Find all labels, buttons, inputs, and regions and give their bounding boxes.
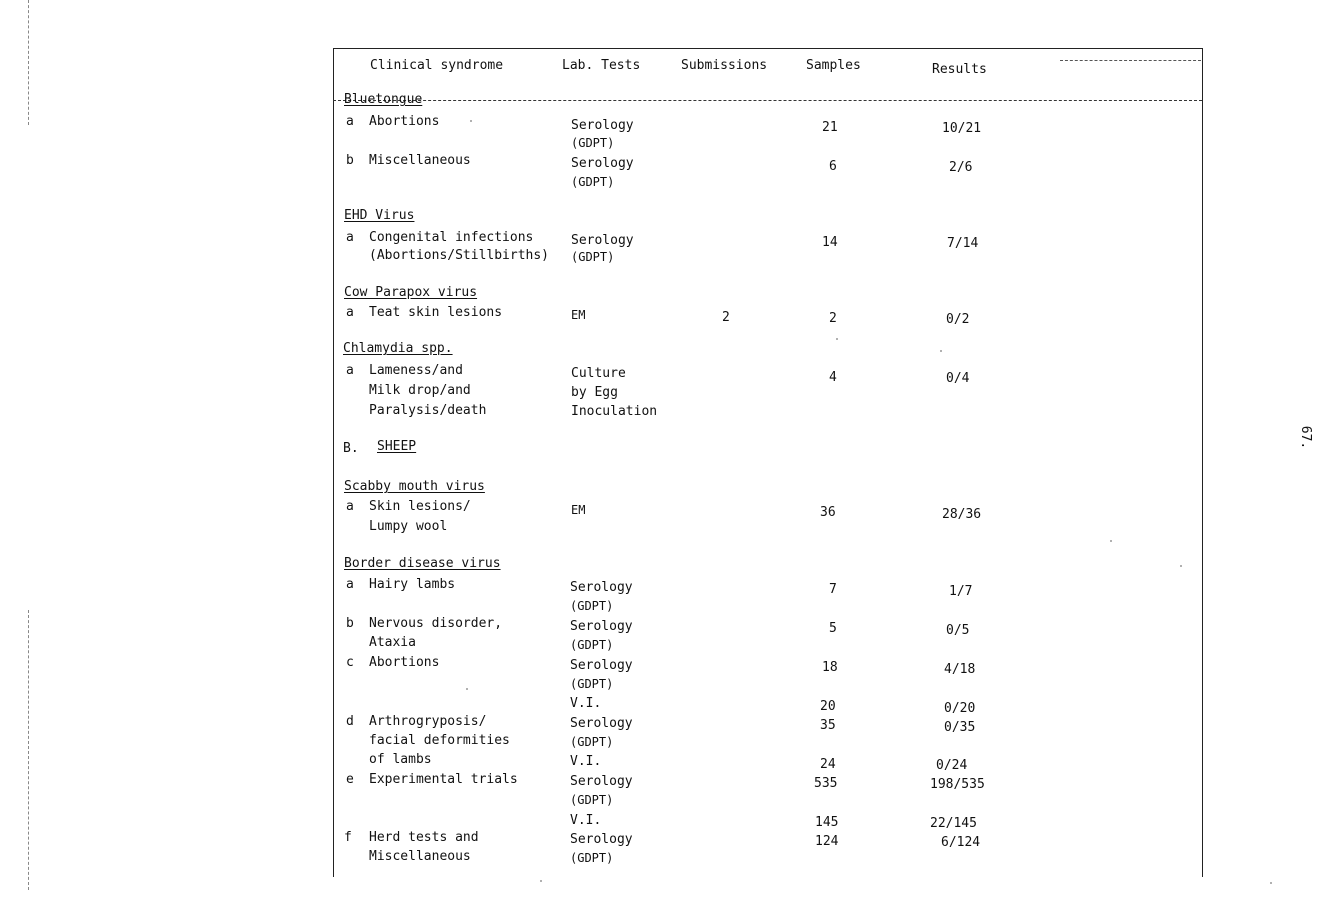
results-cell: 198/535 (930, 777, 985, 792)
lab-test-cell: (GDPT) (571, 250, 615, 264)
section-ehd-virus: EHD Virus (344, 208, 415, 223)
row-letter: a (346, 305, 354, 320)
samples-cell: 35 (820, 718, 836, 733)
row-letter: a (346, 363, 354, 378)
row-letter: b (346, 616, 354, 631)
samples-cell: 24 (820, 757, 836, 772)
row-letter: a (346, 499, 354, 514)
syndrome-cell: Hairy lambs (369, 577, 456, 592)
col-header-results: Results (932, 62, 987, 77)
col-header-clinical-syndrome: Clinical syndrome (370, 58, 504, 73)
syndrome-cell: (Abortions/Stillbirths) (369, 248, 550, 263)
lab-test-cell: (GDPT) (570, 735, 614, 749)
syndrome-cell: facial deformities (369, 733, 510, 748)
syndrome-cell: Lameness/and (369, 363, 463, 378)
syndrome-cell: Ataxia (369, 635, 416, 650)
lab-test-cell: (GDPT) (571, 175, 615, 189)
samples-cell: 36 (820, 505, 836, 520)
scan-speck (1110, 540, 1112, 542)
results-cell: 0/24 (936, 758, 968, 773)
lab-test-cell: Serology (570, 774, 633, 789)
results-cell: 22/145 (930, 816, 977, 831)
col-header-submissions: Submissions (681, 58, 768, 73)
lab-test-cell: (GDPT) (570, 599, 614, 613)
section-chlamydia (343, 341, 453, 356)
lab-test-cell: Inoculation (571, 404, 658, 419)
scan-speck (940, 350, 942, 352)
scan-speck (1270, 882, 1272, 884)
lab-test-cell: Serology (570, 716, 633, 731)
results-cell: 6/124 (941, 835, 981, 850)
samples-cell: 7 (829, 582, 837, 597)
submissions-cell: 2 (722, 310, 730, 325)
row-letter: e (346, 772, 354, 787)
syndrome-cell: Abortions (369, 114, 440, 129)
syndrome-cell: Paralysis/death (369, 403, 487, 418)
lab-test-cell: (GDPT) (570, 793, 614, 807)
scan-speck (540, 880, 542, 882)
lab-test-cell: by Egg (571, 385, 618, 400)
samples-cell: 20 (820, 699, 836, 714)
results-cell: 4/18 (944, 662, 976, 677)
margin-line (28, 0, 29, 125)
syndrome-cell: Nervous disorder, (369, 616, 503, 631)
results-cell: 0/5 (946, 623, 970, 638)
lab-test-cell: (GDPT) (570, 638, 614, 652)
col-header-lab-tests: Lab. Tests (562, 58, 641, 73)
section-bluetongue: Bluetongue (344, 92, 423, 107)
row-letter: a (346, 577, 354, 592)
samples-cell: 2 (829, 311, 837, 326)
samples-cell: 6 (829, 159, 837, 174)
syndrome-cell: Abortions (369, 655, 440, 670)
results-cell: 1/7 (949, 584, 973, 599)
lab-test-cell: Serology (571, 118, 634, 133)
syndrome-cell: Miscellaneous (369, 153, 471, 168)
syndrome-cell: Experimental trials (369, 772, 518, 787)
samples-cell: 18 (822, 660, 838, 675)
samples-cell: 535 (814, 776, 838, 791)
row-letter: d (346, 714, 354, 729)
lab-test-cell: Serology (570, 832, 633, 847)
lab-test-cell: V.I. (570, 813, 602, 828)
results-cell: 0/2 (946, 312, 970, 327)
results-cell: 0/20 (944, 701, 976, 716)
lab-test-cell: Serology (570, 580, 633, 595)
section-border-disease-virus: Border disease virus (344, 556, 501, 571)
row-letter: c (346, 655, 354, 670)
scan-speck (470, 120, 472, 122)
samples-cell: 4 (829, 370, 837, 385)
samples-cell: 5 (829, 621, 837, 636)
lab-test-cell: (GDPT) (570, 851, 614, 865)
lab-test-cell: Serology (570, 619, 633, 634)
row-letter: a (346, 114, 354, 129)
section-sheep: SHEEP (377, 439, 417, 454)
results-cell: 7/14 (947, 236, 979, 251)
row-letter: b (346, 153, 354, 168)
row-letter: f (344, 830, 352, 845)
header-rule (333, 100, 1202, 101)
syndrome-cell: Lumpy wool (369, 519, 448, 534)
results-cell: 10/21 (942, 121, 982, 136)
table-frame (333, 48, 1203, 877)
lab-test-cell: Serology (571, 156, 634, 171)
lab-test-cell: EM (571, 308, 586, 322)
scan-speck (466, 688, 468, 690)
lab-test-cell: Culture (571, 366, 626, 381)
header-rule-right (1060, 60, 1201, 61)
syndrome-cell: Congenital infections (369, 230, 534, 245)
row-letter: a (346, 230, 354, 245)
results-cell: 0/4 (946, 371, 970, 386)
samples-cell: 124 (815, 834, 839, 849)
samples-cell: 21 (822, 120, 838, 135)
lab-test-cell: (GDPT) (571, 136, 615, 150)
scan-speck (1180, 565, 1182, 567)
syndrome-cell: Arthrogryposis/ (369, 714, 487, 729)
lab-test-cell: Serology (570, 658, 633, 673)
col-header-samples: Samples (806, 58, 861, 73)
lab-test-cell: V.I. (570, 754, 602, 769)
syndrome-cell: Herd tests and (369, 830, 479, 845)
lab-test-cell: V.I. (570, 696, 602, 711)
syndrome-cell: Teat skin lesions (369, 305, 503, 320)
syndrome-cell: Skin lesions/ (369, 499, 471, 514)
section-scabby-mouth-virus: Scabby mouth virus (344, 479, 485, 494)
syndrome-cell: Milk drop/and (369, 383, 471, 398)
scan-speck (836, 338, 838, 340)
page-number: 67. (1298, 425, 1314, 450)
lab-test-cell: (GDPT) (570, 677, 614, 691)
results-cell: 28/36 (942, 507, 982, 522)
samples-cell: 14 (822, 235, 838, 250)
section-chlamydia-label: Chlamydia spp. (343, 341, 453, 356)
margin-line (28, 610, 29, 890)
lab-test-cell: EM (571, 503, 586, 517)
results-cell: 0/35 (944, 720, 976, 735)
lab-test-cell: Serology (571, 233, 634, 248)
results-cell: 2/6 (949, 160, 973, 175)
section-sheep-prefix: B. (343, 441, 359, 456)
syndrome-cell: of lambs (369, 752, 432, 767)
samples-cell: 145 (815, 815, 839, 830)
syndrome-cell: Miscellaneous (369, 849, 471, 864)
section-cow-parapox-virus: Cow Parapox virus (344, 285, 478, 300)
